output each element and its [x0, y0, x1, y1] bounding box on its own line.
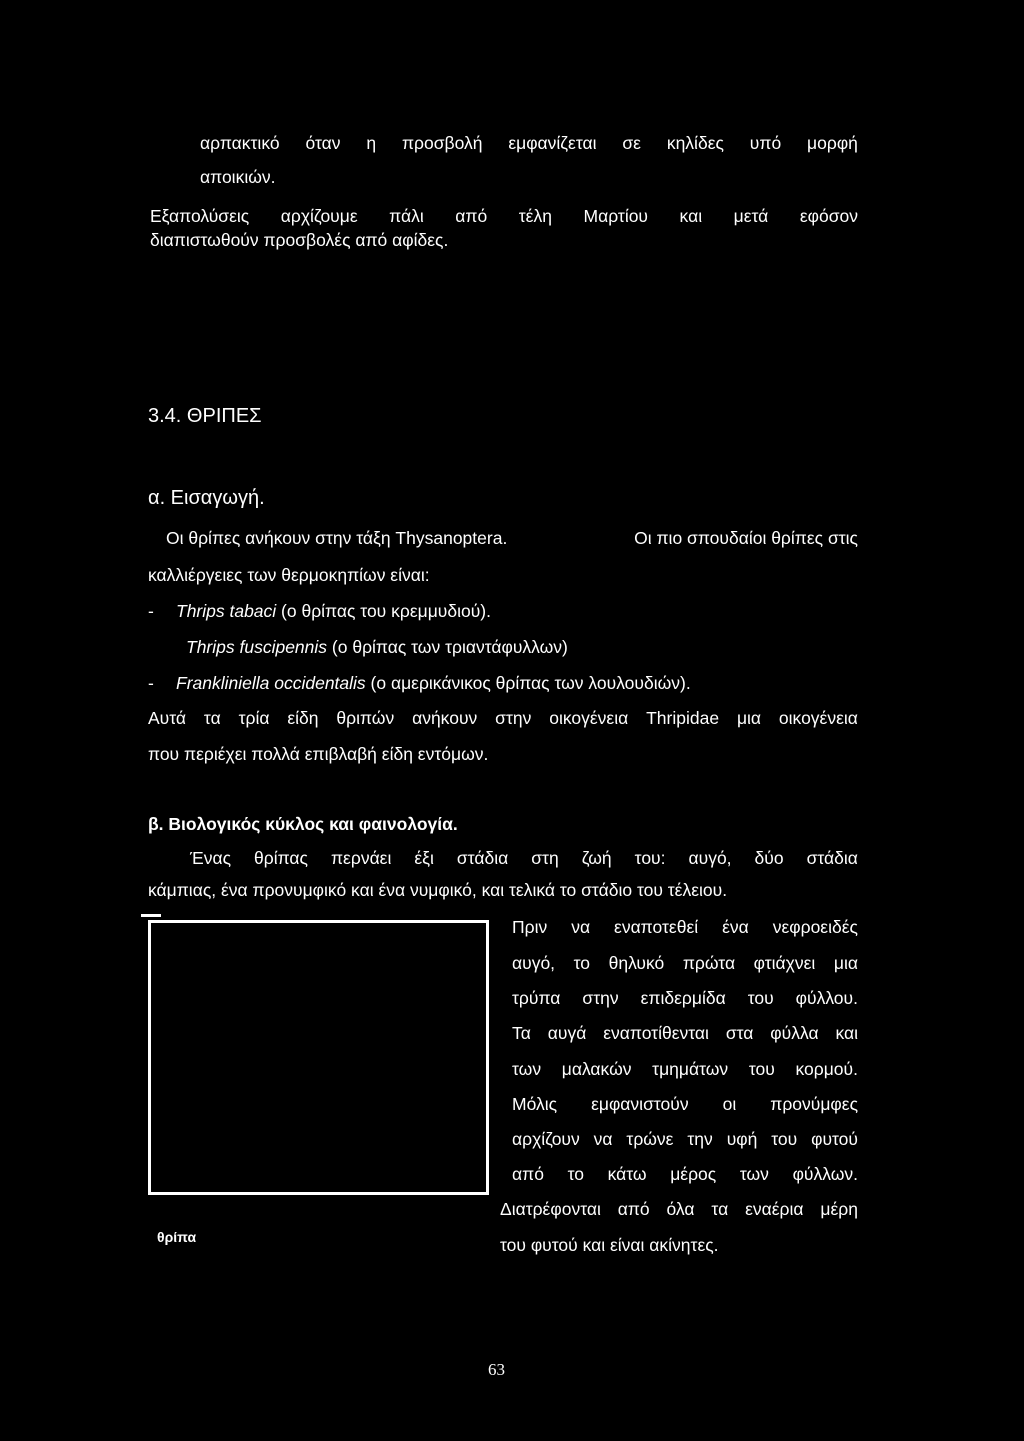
word: θρίπας	[254, 848, 308, 868]
word: προσβολή	[401, 133, 483, 153]
para2-line-2: που περιέχει πολλά επιβλαβή είδη εντόμων.	[148, 744, 489, 764]
word: του:	[634, 848, 666, 868]
word: από	[455, 206, 488, 226]
word: Thripidae	[646, 708, 720, 728]
right-col-line-8	[512, 1164, 858, 1185]
word: υφή	[726, 1129, 758, 1149]
word: επιδερμίδα	[640, 988, 726, 1008]
para3-line-2: κάμπιας, ένα προνυμφικό και ένα νυμφικό, και τελικά το στάδιο του τέλειου.	[148, 880, 728, 900]
word: του	[771, 1129, 798, 1149]
word: τρύπα	[512, 988, 561, 1008]
word: από	[512, 1164, 544, 1184]
right-col-line-9	[500, 1199, 858, 1220]
word: Πριν	[512, 917, 548, 937]
word: εναποτεθεί	[614, 917, 699, 937]
word: Εξαπολύσεις	[150, 206, 250, 226]
word: κορμού.	[795, 1059, 858, 1079]
word: οικογένεια	[549, 708, 629, 728]
species-desc: (ο θρίπας του κρεμμυδιού).	[276, 601, 491, 621]
word: Μόλις	[512, 1094, 558, 1114]
word: στάδια	[806, 848, 858, 868]
word: πρώτα	[682, 953, 736, 973]
species-dash: -	[148, 601, 154, 621]
species-item-2	[148, 637, 568, 658]
figure-image-frame	[148, 920, 489, 1195]
word: φύλλων.	[792, 1164, 858, 1184]
right-col-line-6	[512, 1094, 858, 1115]
word: Οι πιο σπουδαίοι θρίπες στις	[634, 528, 858, 548]
right-col-line-2	[512, 953, 858, 974]
right-col-line-3	[512, 988, 858, 1009]
word: όλα	[666, 1199, 695, 1219]
word: θηλυκό	[608, 953, 665, 973]
section-heading: 3.4. ΘΡΙΠΕΣ	[148, 405, 262, 427]
figure-frame-corner	[141, 914, 161, 917]
word: τα	[711, 1199, 729, 1219]
word: προνύμφες	[770, 1094, 858, 1114]
word: το	[567, 1164, 584, 1184]
word: κηλίδες	[666, 133, 724, 153]
word: η	[366, 133, 377, 153]
word: μέρη	[820, 1199, 858, 1219]
word: του	[748, 1059, 775, 1079]
intro-line-4: διαπιστωθούν προσβολές από αφίδες.	[150, 230, 449, 250]
word: από	[617, 1199, 650, 1219]
word: τα	[203, 708, 221, 728]
word: έξι	[414, 848, 434, 868]
word: ζωή	[581, 848, 612, 868]
right-col-line-7	[512, 1129, 858, 1150]
word: και	[679, 206, 703, 226]
word: το	[573, 953, 591, 973]
word: οικογένεια	[778, 708, 858, 728]
word: να	[571, 917, 591, 937]
species-desc: (ο θρίπας των τριαντάφυλλων)	[327, 637, 568, 657]
page-number: 63	[488, 1360, 505, 1379]
word: αυγά	[547, 1023, 587, 1043]
word: στην	[582, 988, 619, 1008]
word: φυτού	[811, 1129, 858, 1149]
intro-line-1	[200, 133, 858, 154]
word: οι	[722, 1094, 737, 1114]
species-item-3	[148, 673, 691, 694]
word: τρία	[238, 708, 270, 728]
species-name: Frankliniella occidentalis	[176, 673, 366, 693]
word: ανήκουν	[412, 708, 478, 728]
word: τμημάτων	[652, 1059, 729, 1079]
right-col-line-4	[512, 1023, 858, 1044]
subheading-life-cycle: β. Βιολογικός κύκλος και φαινολογία.	[148, 814, 458, 834]
word: αρπακτικό	[200, 133, 280, 153]
word: μια	[736, 708, 762, 728]
word: του	[747, 988, 774, 1008]
word: αυγό,	[688, 848, 732, 868]
word: Μαρτίου	[583, 206, 649, 226]
word: Ένας	[190, 848, 232, 868]
intro-line-2: αποικιών.	[200, 167, 276, 187]
para3-line-1	[190, 848, 858, 869]
word: θριπών	[336, 708, 395, 728]
right-col-line-1	[512, 917, 858, 938]
word: τέλη	[518, 206, 552, 226]
word: όταν	[305, 133, 341, 153]
word: είδη	[287, 708, 319, 728]
word: ένα	[722, 917, 749, 937]
word: μέρος	[670, 1164, 717, 1184]
word: την	[687, 1129, 713, 1149]
figure-caption: θρίπα	[157, 1229, 197, 1245]
word: στα	[725, 1023, 754, 1043]
word: μορφή	[807, 133, 858, 153]
word: τρώνε	[626, 1129, 674, 1149]
word: φύλλα	[770, 1023, 819, 1043]
word: στη	[531, 848, 559, 868]
para2-line-1	[148, 708, 858, 729]
word: εναέρια	[745, 1199, 804, 1219]
word: αυγό,	[512, 953, 556, 973]
species-name: Thrips tabaci	[176, 601, 277, 621]
word: Οι θρίπες ανήκουν στην τάξη Thysanoptera.	[166, 528, 508, 548]
word: κάτω	[607, 1164, 647, 1184]
word: φύλλου.	[795, 988, 858, 1008]
word: δύο	[754, 848, 784, 868]
intro-line-3	[150, 206, 858, 227]
word: των	[512, 1059, 542, 1079]
word: εμφανιστούν	[591, 1094, 689, 1114]
word: στάδια	[456, 848, 509, 868]
word: πάλι	[389, 206, 424, 226]
word: στην	[495, 708, 532, 728]
species-name: Thrips fuscipennis	[186, 637, 328, 657]
subheading-introduction: α. Εισαγωγή.	[148, 487, 265, 509]
word: φτιάχνει	[753, 953, 816, 973]
word: νεφροειδές	[772, 917, 858, 937]
word: εναποτίθενται	[603, 1023, 709, 1043]
word: αρχίζουμε	[280, 206, 358, 226]
word: περνάει	[330, 848, 392, 868]
species-desc: (ο αμερικάνικος θρίπας των λουλουδιών).	[365, 673, 691, 693]
para1-line-2: καλλιέργειες των θερμοκηπίων είναι:	[148, 565, 430, 585]
word: μαλακών	[561, 1059, 632, 1079]
word: υπό	[749, 133, 782, 153]
para1-line-1	[166, 528, 858, 549]
word: μια	[833, 953, 858, 973]
word: να	[593, 1129, 613, 1149]
word: Τα	[512, 1023, 531, 1043]
species-item-1	[148, 601, 491, 622]
word: Αυτά	[148, 708, 187, 728]
right-col-line-5	[512, 1059, 858, 1080]
word: σε	[622, 133, 641, 153]
right-col-line-10: του φυτού και είναι ακίνητες.	[500, 1235, 719, 1255]
word: εφόσον	[799, 206, 858, 226]
word: εμφανίζεται	[508, 133, 597, 153]
word: αρχίζουν	[512, 1129, 580, 1149]
species-dash: -	[148, 673, 154, 693]
word: των	[739, 1164, 769, 1184]
word: Διατρέφονται	[500, 1199, 601, 1219]
word: και	[835, 1023, 858, 1043]
word: μετά	[733, 206, 769, 226]
